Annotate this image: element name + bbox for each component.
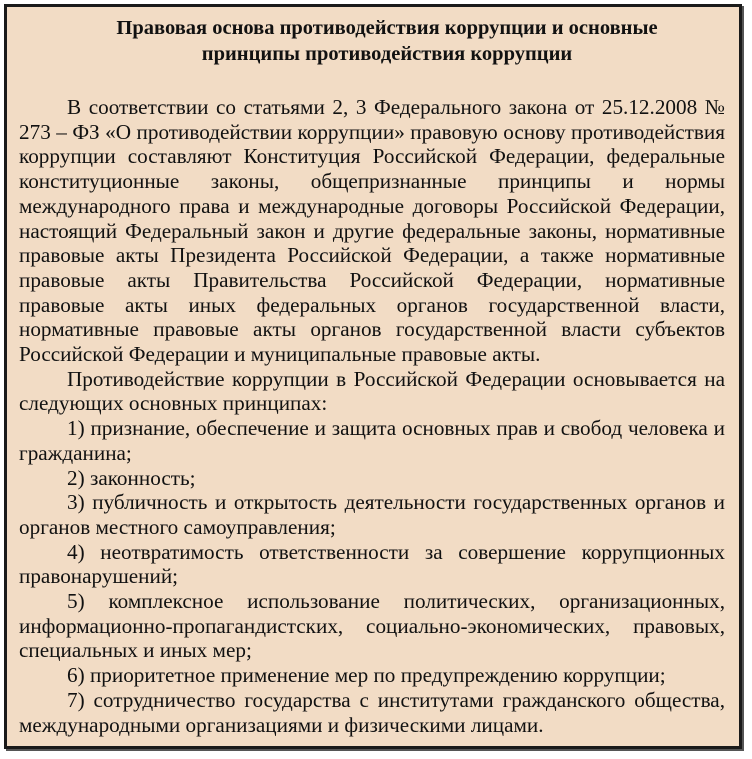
principle-item-5: 5) комплексное использование политических, организационных, информационно-пропагандистских, социально-экономических, правовых, специальных и иных мер; [19,589,725,663]
principle-item-4: 4) неотвратимость ответственности за совершение коррупционных правонарушений; [19,539,725,589]
principle-item-2: 2) законность; [67,465,196,490]
principle-item-6: 6) приоритетное применение мер по предупреждению коррупции; [67,663,666,688]
document-title [19,15,725,67]
title-line-2: принципы противодействия коррупции [201,43,573,65]
document-body [19,95,725,737]
document-frame [4,4,742,749]
principle-item-1: 1) признание, обеспечение и защита основных прав и свобод человека и гражданина; [19,416,725,465]
principle-item-7: 7) сотрудничество государства с институтами гражданского общества, международными организациями и физическими лицами. [19,687,725,737]
paragraph-legal-basis: В соответствии со статьями 2, 3 Федерального закона от 25.12.2008 № 273 – ФЗ «О противодействии коррупции» правовую основу противодействия коррупции составляют Конституция Российской Федерации, федеральные конституционные законы, общепризнанные принципы и нормы международного права и международные договоры Российской Федерации, настоящий Федеральный закон и другие федеральные законы, нормативные правовые акты Президента Российской Федерации, а также нормативные правовые акты Правительства Российской Федерации, нормативные правовые акты иных федеральных органов государственной власти, нормативные правовые акты органов государственной власти субъектов Российской Федерации и муниципальные правовые акты. [19,95,725,367]
principle-item-3: 3) публичность и открытость деятельности государственных органов и органов местного самоуправления; [19,490,725,539]
paragraph-principles-intro: Противодействие коррупции в Российской Федерации основывается на следующих основных принципах: [19,366,725,416]
title-line-1: Правовая основа противодействия коррупции и основные [116,17,658,39]
